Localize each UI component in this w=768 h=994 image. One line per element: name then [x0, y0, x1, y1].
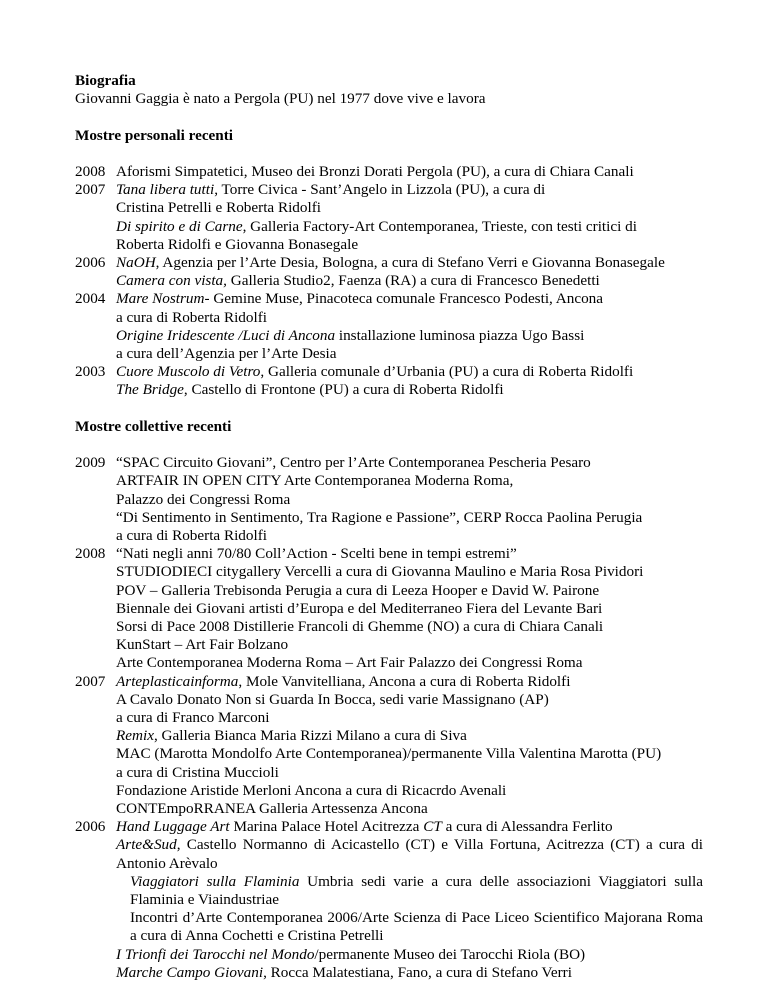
entry-line: I Trionfi dei Tarocchi nel Mondo/permanente Museo dei Tarocchi Riola (BO) — [116, 945, 586, 963]
entry-year: 2004 — [75, 290, 106, 308]
personali-heading: Mostre personali recenti — [75, 126, 234, 144]
entry-line: a cura di Cristina Muccioli — [116, 763, 279, 781]
entry-line: Mare Nostrum- Gemine Muse, Pinacoteca comunale Francesco Podesti, Ancona — [116, 290, 604, 308]
entry-paragraph: Viaggiatori sulla Flaminia Umbria sedi varie a cura delle associazioni Viaggiatori sulla Flaminia e Viaindustriae — [130, 872, 703, 909]
entry-line: Tana libera tutti, Torre Civica - Sant’Angelo in Lizzola (PU), a cura di — [116, 181, 546, 199]
bio-heading: Biografia — [75, 72, 136, 89]
entry-year: 2008 — [75, 162, 106, 180]
exhibition-entry — [75, 181, 703, 254]
entry-line: A Cavalo Donato Non si Guarda In Bocca, sedi varie Massignano (AP) — [116, 690, 549, 708]
entry-line: MAC (Marotta Mondolfo Arte Contemporanea)/permanente Villa Valentina Marotta (PU) — [116, 745, 662, 763]
entry-paragraph: Incontri d’Arte Contemporanea 2006/Arte Scienza di Pace Liceo Scientifico Majorana Roma a cura di Anna Cochetti e Cristina Petrelli — [130, 909, 703, 945]
exhibition-entry — [75, 290, 703, 363]
entry-line: “Di Sentimento in Sentimento, Tra Ragione e Passione”, CERP Rocca Paolina Perugia — [116, 508, 643, 526]
entry-line: Palazzo dei Congressi Roma — [116, 490, 291, 508]
exhibition-entry — [75, 163, 703, 181]
entry-year: 2008 — [75, 545, 106, 563]
entry-line: NaOH, Agenzia per l’Arte Desia, Bologna, a cura di Stefano Verri e Giovanna Bonasegale — [116, 254, 665, 271]
entry-year: 2006 — [75, 254, 106, 271]
collettive-list — [75, 454, 703, 818]
entry-line: Biennale dei Giovani artisti d’Europa e del Mediterraneo Fiera del Levante Bari — [116, 599, 603, 617]
entry-line: Cristina Petrelli e Roberta Ridolfi — [116, 199, 321, 217]
entry-paragraph: Arte&Sud, Castello Normanno di Acicastello (CT) e Villa Fortuna, Acitrezza (CT) a cura di Antonio Arèvalo — [116, 836, 703, 872]
entry-line: Sorsi di Pace 2008 Distillerie Francoli di Ghemme (NO) a cura di Chiara Canali — [116, 618, 604, 636]
exhibition-entry — [75, 454, 703, 545]
bio-text: Giovanni Gaggia è nato a Pergola (PU) nel 1977 dove vive e lavora — [75, 90, 486, 108]
entry-line: KunStart – Art Fair Bolzano — [116, 636, 289, 654]
entry-line: ARTFAIR IN OPEN CITY Arte Contemporanea Moderna Roma, — [116, 472, 514, 490]
entry-line: Origine Iridescente /Luci di Ancona installazione luminosa piazza Ugo Bassi — [116, 326, 585, 344]
collettive-heading: Mostre collettive recenti — [75, 417, 232, 435]
entry-year: 2007 — [75, 672, 106, 690]
entry-year: 2007 — [75, 181, 106, 199]
entry-line: Camera con vista, Galleria Studio2, Faenza (RA) a cura di Francesco Benedetti — [116, 272, 600, 290]
entry-line: a cura di Franco Marconi — [116, 709, 270, 727]
entry-line: a cura di Roberta Ridolfi — [116, 308, 267, 326]
entry-line: “SPAC Circuito Giovani”, Centro per l’Arte Contemporanea Pescheria Pesaro — [116, 454, 591, 472]
entry-line: a cura dell’Agenzia per l’Arte Desia — [116, 345, 337, 363]
exhibition-entry — [75, 254, 703, 290]
entry-line: POV – Galleria Trebisonda Perugia a cura di Leeza Hooper e David W. Pairone — [116, 581, 600, 599]
exhibition-entry — [75, 545, 703, 672]
entry-line: “Nati negli anni 70/80 Coll’Action - Scelti bene in tempi estremi” — [116, 545, 517, 563]
exhibition-entry — [75, 363, 703, 399]
entry-line: Remix, Galleria Bianca Maria Rizzi Milano a cura di Siva — [116, 727, 467, 745]
entry-line: Cuore Muscolo di Vetro, Galleria comunale d’Urbania (PU) a cura di Roberta Ridolfi — [116, 363, 634, 381]
entry-line: a cura di Roberta Ridolfi — [116, 527, 267, 545]
entry-line: The Bridge, Castello di Frontone (PU) a cura di Roberta Ridolfi — [116, 381, 504, 399]
personali-list — [75, 163, 703, 400]
entry-line: STUDIODIECI citygallery Vercelli a cura di Giovanna Maulino e Maria Rosa Pividori — [116, 563, 644, 581]
exhibition-entry-2006 — [75, 818, 703, 982]
entry-year: 2009 — [75, 454, 106, 472]
entry-line: Arte Contemporanea Moderna Roma – Art Fair Palazzo dei Congressi Roma — [116, 654, 583, 672]
entry-line: CONTEmpoRRANEA Galleria Artessenza Ancona — [116, 800, 428, 818]
entry-line: Arteplasticainforma, Mole Vanvitelliana, Ancona a cura di Roberta Ridolfi — [116, 672, 571, 690]
entry-year: 2006 — [75, 818, 106, 836]
entry-line: Marche Campo Giovani, Rocca Malatestiana, Fano, a cura di Stefano Verri — [116, 963, 572, 981]
entry-year: 2003 — [75, 363, 106, 381]
document-page — [75, 72, 703, 982]
entry-line: Hand Luggage Art Marina Palace Hotel Acitrezza CT a cura di Alessandra Ferlito — [116, 818, 613, 836]
entry-line: Roberta Ridolfi e Giovanna Bonasegale — [116, 235, 359, 253]
entry-line: Aforismi Simpatetici, Museo dei Bronzi Dorati Pergola (PU), a cura di Chiara Canali — [116, 162, 634, 180]
entry-line: Fondazione Aristide Merloni Ancona a cura di Ricacrdo Avenali — [116, 781, 507, 799]
entry-line: Di spirito e di Carne, Galleria Factory-Art Contemporanea, Trieste, con testi critici di — [116, 217, 637, 235]
exhibition-entry — [75, 673, 703, 819]
